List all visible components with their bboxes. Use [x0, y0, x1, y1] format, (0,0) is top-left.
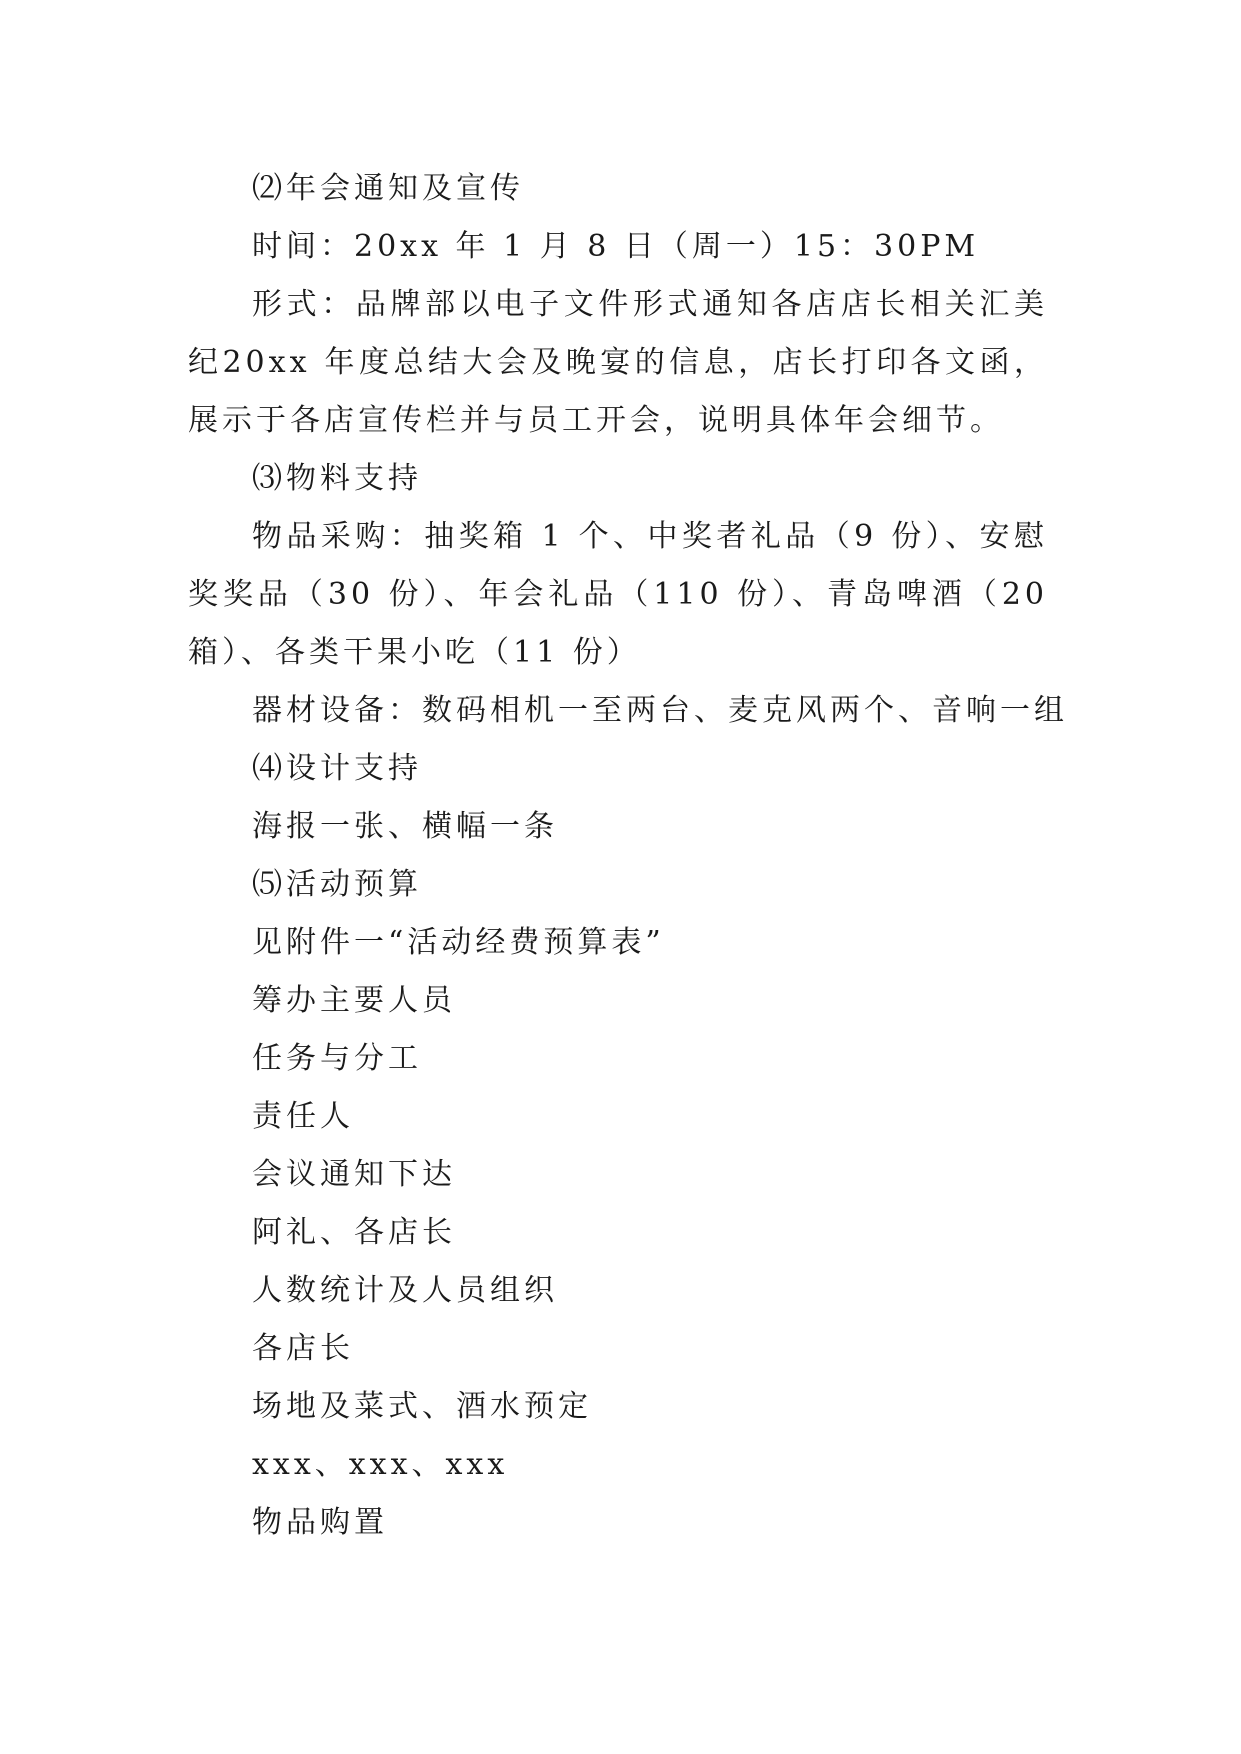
line-tasks: 任务与分工 [252, 1041, 422, 1076]
section-heading-design: ⑷设计支持 [252, 751, 422, 786]
paragraph-design: 海报一张、横幅一条 [252, 809, 558, 844]
line-owner-headcount: 各店长 [252, 1331, 354, 1366]
section-heading-budget: ⑸活动预算 [252, 867, 422, 902]
line-responsible: 责任人 [252, 1099, 354, 1134]
paragraph-format: 形式：品牌部以电子文件形式通知各店店长相关汇美纪20xx 年度总结大会及晚宴的信息，店长打印各文函，展示于各店宣传栏并与员工开会，说明具体年会细节。 [188, 287, 1048, 438]
line-task-purchase: 物品购置 [252, 1505, 388, 1540]
paragraph-time: 时间：20xx 年 1 月 8 日（周一）15：30PM [252, 229, 980, 264]
line-owner-notice: 阿礼、各店长 [252, 1215, 456, 1250]
section-heading-notice: ⑵年会通知及宣传 [252, 171, 524, 206]
line-task-notice: 会议通知下达 [252, 1157, 456, 1192]
paragraph-purchase: 物品采购：抽奖箱 1 个、中奖者礼品（9 份）、安慰奖奖品（30 份）、年会礼品（110 份）、青岛啤酒（20 箱）、各类干果小吃（11 份） [188, 519, 1048, 670]
line-task-venue: 场地及菜式、酒水预定 [252, 1389, 592, 1424]
document-body [188, 160, 1068, 1552]
section-heading-materials: ⑶物料支持 [252, 461, 422, 496]
line-task-headcount: 人数统计及人员组织 [252, 1273, 558, 1308]
paragraph-budget: 见附件一“活动经费预算表” [252, 925, 665, 960]
paragraph-equipment: 器材设备：数码相机一至两台、麦克风两个、音响一组 [252, 693, 1068, 728]
line-owner-venue: xxx、xxx、xxx [252, 1447, 509, 1482]
line-organizers: 筹办主要人员 [252, 983, 456, 1018]
